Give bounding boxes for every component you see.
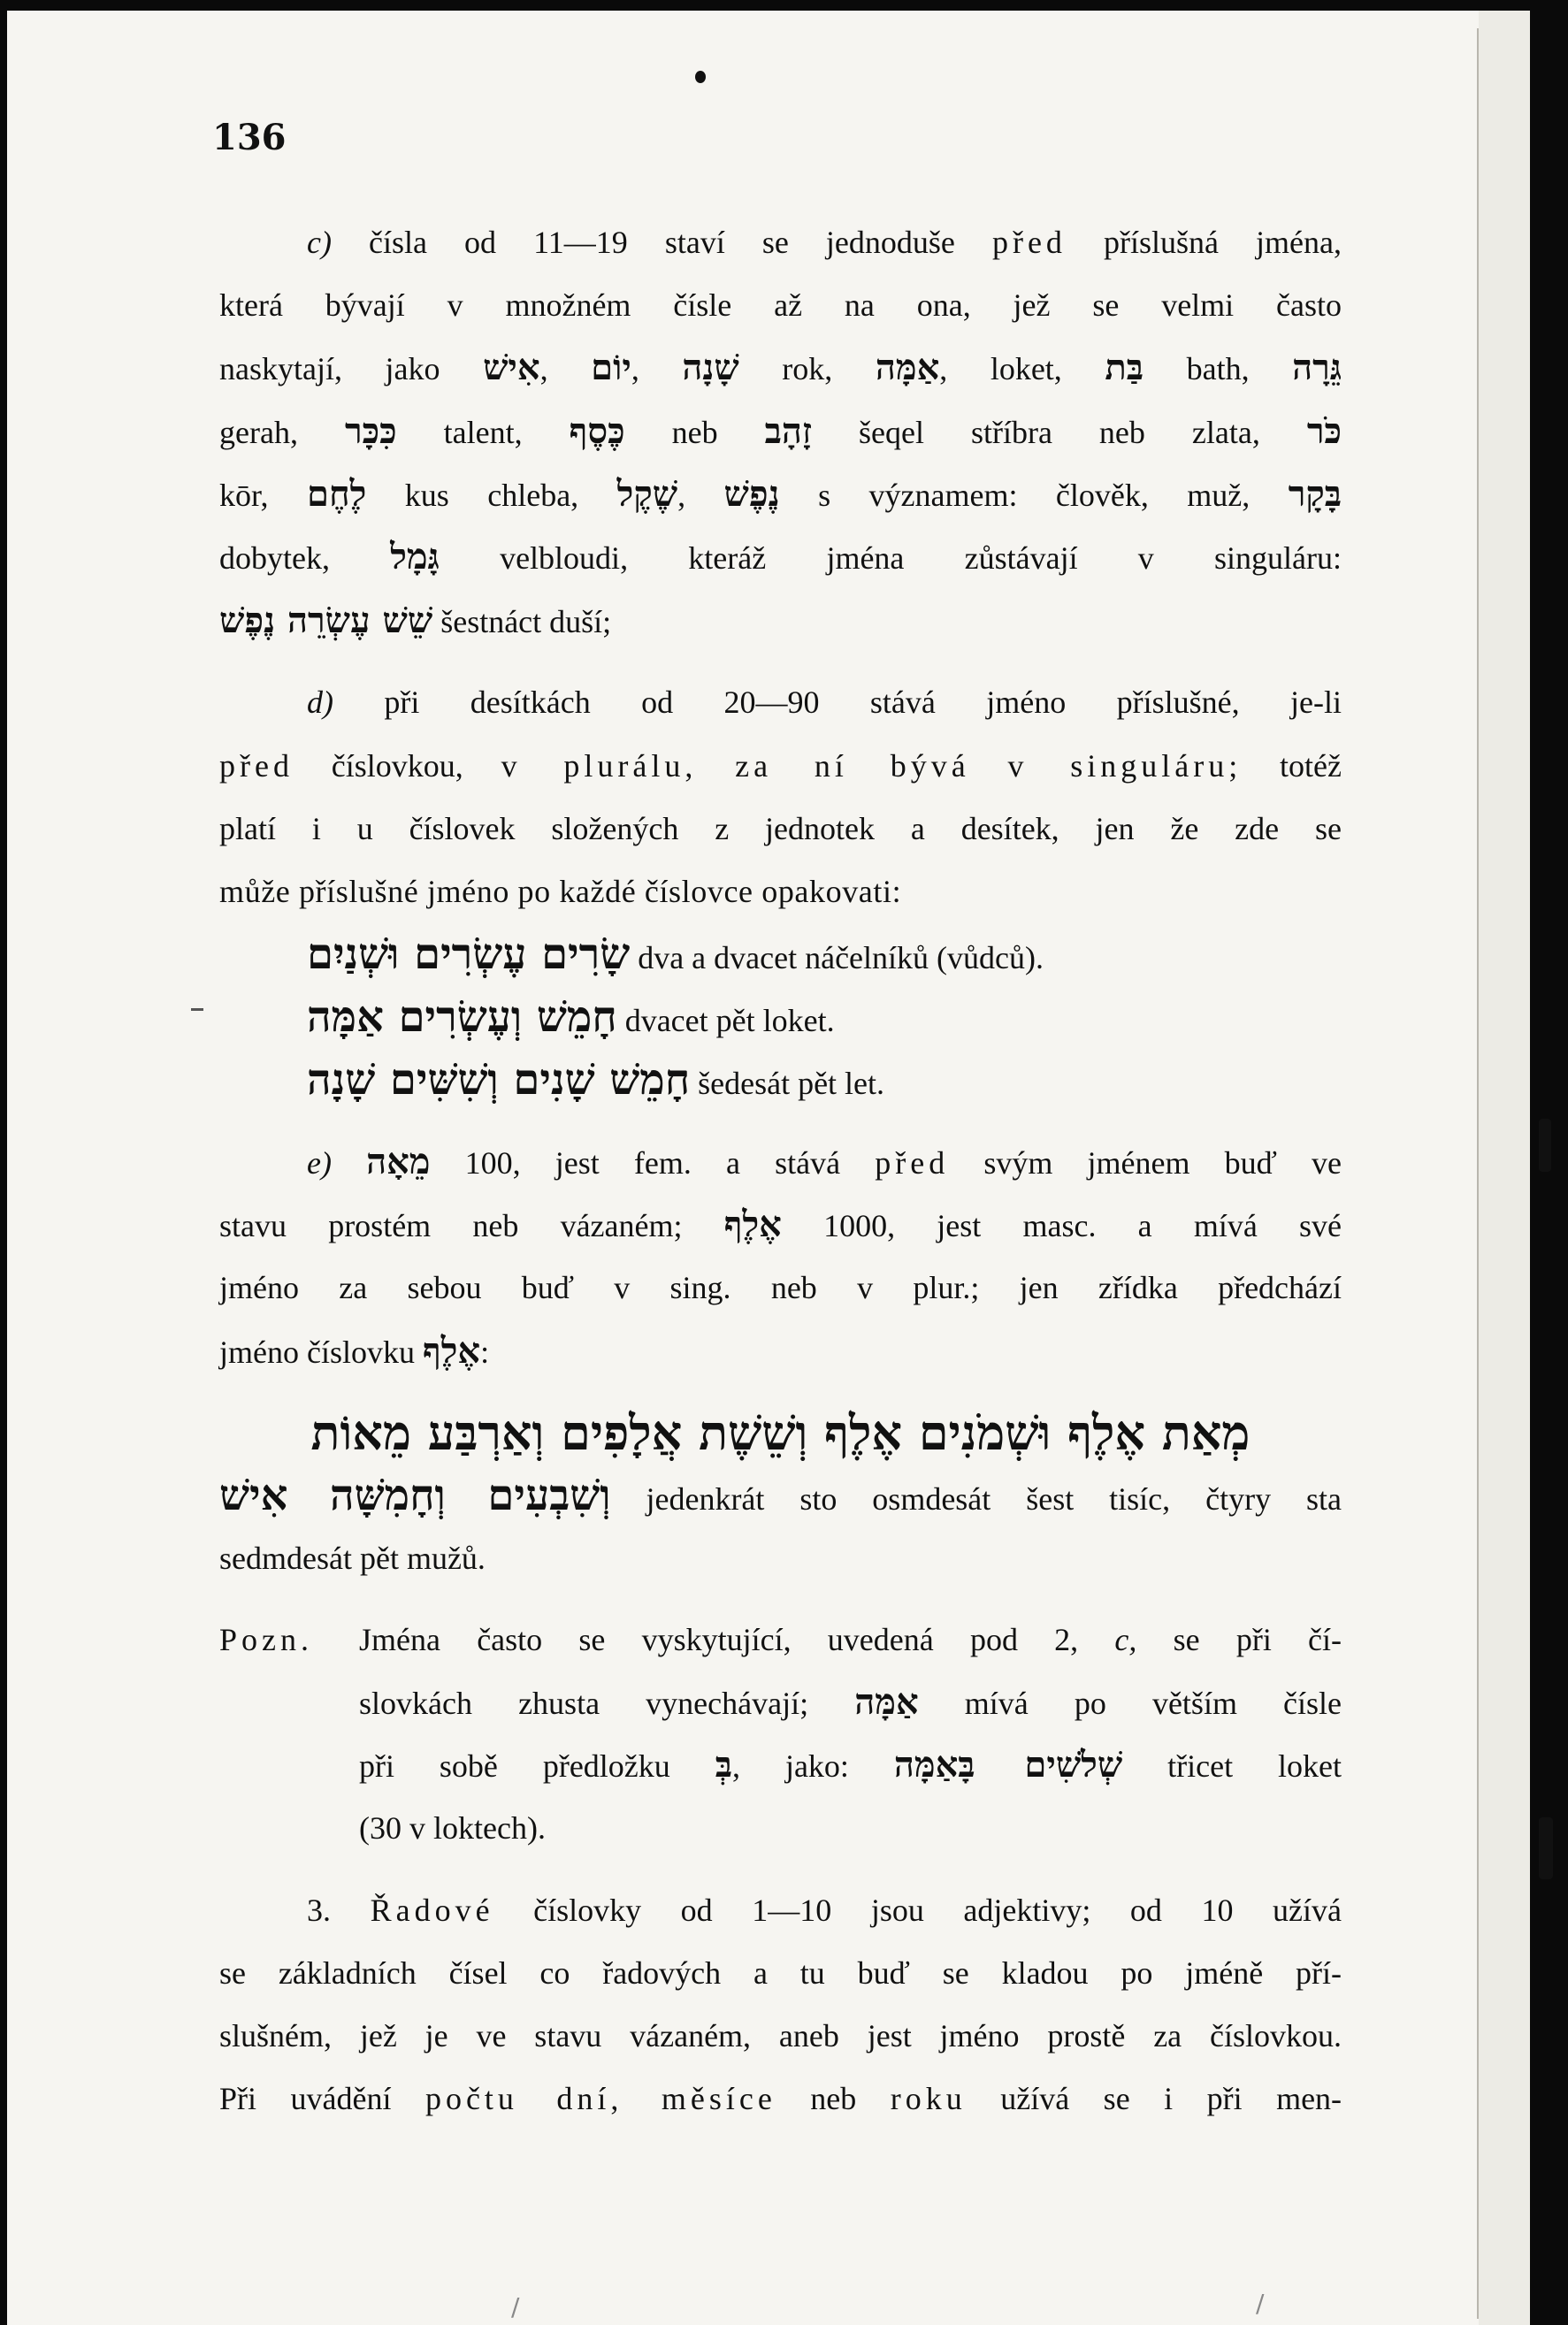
- note-line: slovkách zhusta vynechávají; אַמָּה mívá po větším čísle: [359, 1681, 1342, 1723]
- text-line: d) při desítkách od 20—90 stává jméno příslušné, je-li: [307, 684, 1342, 720]
- example-line: שָׂרִים עֶשְׂרִים וּשְׁנַיִם dva a dvacet náčelníků (vůdců).: [307, 929, 1044, 979]
- text-line: se základních čísel co řadových a tu buď se kladou po jméně pří-: [219, 1955, 1342, 1991]
- text-line: platí i u číslovek složených z jednotek a desítek, jen že zde se: [219, 811, 1342, 846]
- book-page: [7, 11, 1530, 2325]
- text-line: e) מֵאָה 100, jest fem. a stává před svým jménem buď ve: [307, 1141, 1342, 1182]
- text-line: שֵׁשׁ עֶשְׂרֵה נֶפֶשׁ šestnáct duší;: [219, 600, 612, 641]
- note-line: (30 v loktech).: [359, 1810, 546, 1846]
- margin-dash: [191, 1008, 203, 1011]
- hebrew-line: מְאַת אֶלֶף וּשְׁמֹנִים אֶלֶף וְשֵׁשֶׁת אֲלָפִים וְאַרְבַּע מֵאוֹת: [310, 1404, 1251, 1461]
- text-line: jméno číslovku אֶלֶף:: [219, 1330, 490, 1372]
- text-line: stavu prostém neb vázaném; אֶלֶף 1000, jest masc. a mívá své: [219, 1204, 1342, 1245]
- page-number: 136: [212, 117, 287, 158]
- text-line: která bývají v množném čísle až na ona, jež se velmi často: [219, 287, 1342, 323]
- text-line: před číslovkou, v plurálu, za ní bývá v singuláru; totéž: [219, 748, 1342, 784]
- example-line: חָמֵשׁ שָׁנִים וְשִׁשִּׁים שָׁנָה šedesát pět let.: [307, 1055, 885, 1105]
- text-line: jméno za sebou buď v sing. neb v plur.; jen zřídka předchází: [219, 1270, 1342, 1305]
- text-line: dobytek, גָּמָל velbloudi, kteráž jména zůstávají v singuláru:: [219, 536, 1342, 577]
- example-line: חָמֵשׁ וְעֶשְׂרִים אַמָּה dvacet pět loket.: [307, 992, 835, 1042]
- right-margin: [1479, 11, 1530, 2325]
- edge-tab: [1539, 1817, 1553, 1879]
- margin-mark: /: [511, 2292, 520, 2321]
- text-line: c) čísla od 11—19 staví se jednoduše před příslušná jména,: [307, 225, 1342, 260]
- text-line: může příslušné jméno po každé číslovce opakovati:: [219, 874, 902, 909]
- text-line: slušném, jež je ve stavu vázaném, aneb jest jméno prostě za číslovkou.: [219, 2018, 1342, 2053]
- text-line: kōr, לֶחֶם kus chleba, שֶׁקֶל, נֶפֶשׁ s významem: člověk, muž, בָּקָר: [219, 473, 1342, 515]
- note-line: při sobě předložku בְּ, jako: שְׁלֹשִׁים בָּאַמָּה třicet loket: [359, 1744, 1342, 1786]
- text-line: וְשִׁבְעִים וְחָמִשָּׁה אִישׁ jedenkrát sto osmdesát šest tisíc, čtyry sta: [219, 1471, 1342, 1520]
- text-line: naskytají, jako אִישׁ, יוֹם, שָׁנָה rok, אַמָּה, loket, בַּת bath, גֵּרָה: [219, 347, 1342, 388]
- text-line: 3. Řadové číslovky od 1—10 jsou adjektivy; od 10 užívá: [307, 1893, 1342, 1928]
- page-gutter-line: [1477, 28, 1479, 2319]
- text-line: gerah, כִּכָּר talent, כֶּסֶף neb זָהָב šeqel stříbra neb zlata, כֹּר: [219, 410, 1342, 452]
- text-line: sedmdesát pět mužů.: [219, 1541, 486, 1576]
- margin-mark: /: [1256, 2289, 1265, 2318]
- ink-dot: [695, 71, 706, 83]
- edge-tab: [1539, 1119, 1551, 1172]
- note-line: Jména často se vyskytující, uvedená pod 2, c, se při čí-: [359, 1622, 1342, 1657]
- text-line: Při uvádění počtu dní, měsíce neb roku užívá se i při men-: [219, 2081, 1342, 2116]
- note-label: Pozn.: [219, 1622, 313, 1657]
